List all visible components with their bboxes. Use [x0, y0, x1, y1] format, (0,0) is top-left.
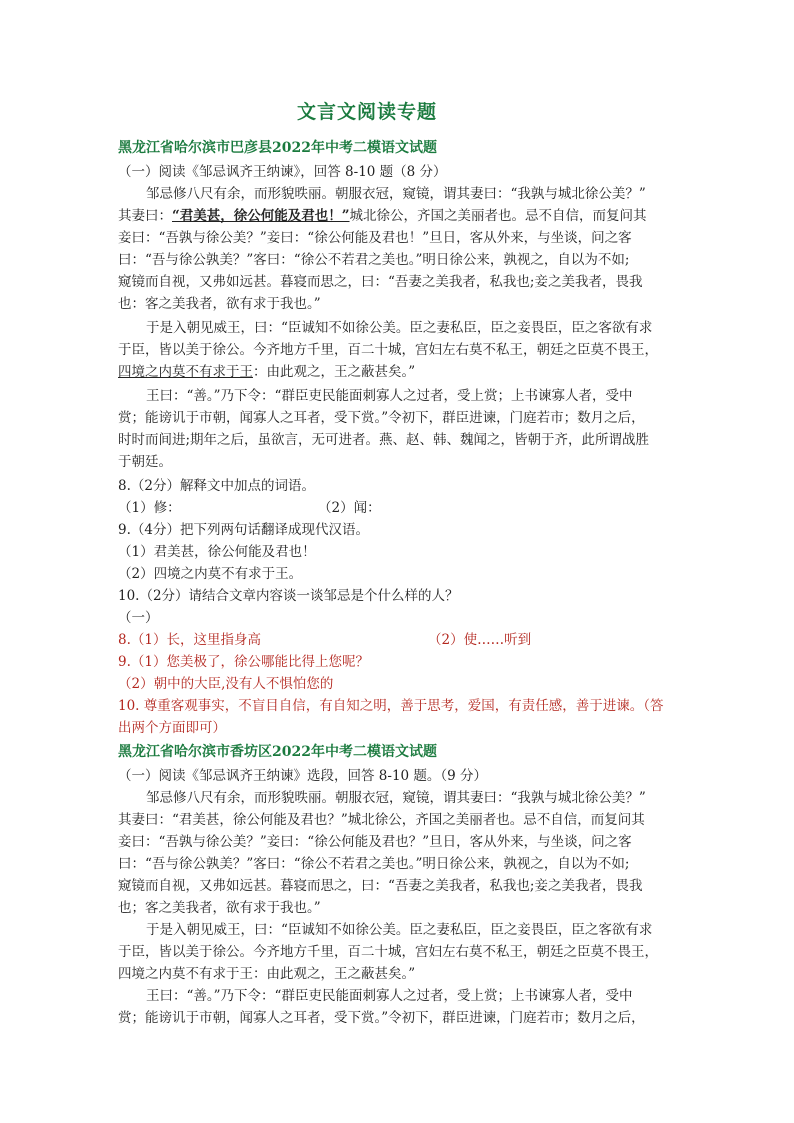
passage-line: 四境之内莫不有求于王：由此观之，王之蔽甚矣。” — [118, 966, 416, 982]
passage-line: 其妻曰：“君美甚，徐公何能及君也！”城北徐公，齐国之美丽者也。忌不自信，而复问其 — [118, 208, 647, 224]
passage-line: 于是入朝见威王，曰：“臣诚知不如徐公美。臣之妻私臣，臣之妾畏臣，臣之客欲有求 — [146, 922, 653, 938]
underlined-sentence: “君美甚，徐公何能及君也！” — [172, 208, 350, 224]
passage-line: 赏；能谤讥于市朝，闻寡人之耳者，受下赏。”令初下，群臣进谏，门庭若市；数月之后， — [118, 410, 645, 426]
answer-8: 8.（1）长，这里指身高 （2）使……听到 — [118, 632, 532, 648]
underlined-sentence: 四境之内莫不有求于王 — [118, 364, 253, 380]
section-heading-xiangfang: 黑龙江省哈尔滨市香坊区2022年中考二模语文试题 — [118, 744, 437, 760]
answer-10: 10. 尊重客观事实，不盲目自信，有自知之明，善于思考，爱国，有责任感，善于进谏。（答 — [118, 698, 664, 714]
answer-10: 出两个方面即可） — [118, 720, 226, 736]
passage-line: 于臣，皆以美于徐公。今齐地方千里，百二十城，宫妇左右莫不私王，朝廷之臣莫不畏王， — [118, 944, 658, 960]
passage-line: 四境之内莫不有求于王：由此观之，王之蔽甚矣。” — [118, 364, 416, 380]
answer-9-item: （2）朝中的大臣,没有人不惧怕您的 — [118, 676, 334, 692]
question-8-items: （1）修： （2）闻： — [118, 500, 381, 516]
question-9-item: （1）君美甚，徐公何能及君也！ — [118, 544, 316, 560]
question-9: 9.（4分）把下列两句话翻译成现代汉语。 — [118, 522, 369, 538]
passage-line: 赏；能谤讥于市朝，闻寡人之耳者，受下赏。”令初下，群臣进谏，门庭若市；数月之后， — [118, 1010, 645, 1026]
passage-line: 于是入朝见威王，曰：“臣诚知不如徐公美。臣之妻私臣，臣之妾畏臣，臣之客欲有求 — [146, 320, 653, 336]
passage-line: 曰：“吾与徐公孰美？”客曰：“徐公不若君之美也。”明日徐公来，孰视之，自以为不如; — [118, 856, 630, 872]
question-10: 10.（2分）请结合文章内容谈一谈邹忌是个什么样的人？ — [118, 588, 459, 604]
passage-line: 邹忌修八尺有余，而形貌昳丽。朝服衣冠，窥镜，谓其妻曰：“我孰与城北徐公美？” — [146, 790, 646, 806]
answer-9-item: 9.（1）您美极了，徐公哪能比得上您呢？ — [118, 654, 369, 670]
reading-intro: （一）阅读《邹忌讽齐王纳谏》选段，回答 8-10 题。（9 分） — [118, 768, 488, 784]
passage-line: 于朝廷。 — [118, 454, 172, 470]
question-8: 8.（2分）解释文中加点的词语。 — [118, 478, 315, 494]
reading-intro: （一）阅读《邹忌讽齐王纳谏》，回答 8-10 题（8 分） — [118, 164, 447, 180]
passage-line: 也；客之美我者，欲有求于我也。” — [118, 900, 321, 916]
passage-line: 窥镜而自视，又弗如远甚。暮寝而思之，曰：“吾妻之美我者，私我也;妾之美我者，畏我 — [118, 274, 643, 290]
passage-line: 时时而间进;期年之后，虽欲言，无可进者。燕、赵、韩、魏闻之，皆朝于齐，此所谓战胜 — [118, 432, 650, 448]
passage-line: 妾曰：“吾孰与徐公美？”妾曰：“徐公何能及君也！”旦日，客从外来，与坐谈，问之客 — [118, 230, 632, 246]
answer-heading: （一） — [118, 610, 159, 626]
passage-line: 邹忌修八尺有余，而形貌昳丽。朝服衣冠，窥镜，谓其妻曰：“我孰与城北徐公美？” — [146, 186, 646, 202]
passage-line: 也：客之美我者，欲有求于我也。” — [118, 296, 321, 312]
passage-line: 于臣，皆以美于徐公。今齐地方千里，百二十城，宫妇左右莫不私王，朝廷之臣莫不畏王， — [118, 342, 658, 358]
passage-line: 王曰：“善。”乃下令：“群臣吏民能面刺寡人之过者，受上赏；上书谏寡人者，受中 — [146, 388, 633, 404]
passage-line: 曰：“吾与徐公孰美？”客曰：“徐公不若君之美也。”明日徐公来，孰视之，自以为不如; — [118, 252, 630, 268]
question-9-item: （2）四境之内莫不有求于王。 — [118, 566, 303, 582]
document-title: 文言文阅读专题 — [296, 101, 437, 123]
passage-line: 窥镜而自视，又弗如远甚。暮寝而思之，曰：“吾妻之美我者，私我也;妾之美我者，畏我 — [118, 878, 643, 894]
passage-line: 其妻曰：“君美甚，徐公何能及君也？”城北徐公，齐国之美丽者也。忌不自信，而复问其 — [118, 812, 645, 828]
passage-line: 妾曰：“吾孰与徐公美？”妾曰：“徐公何能及君也？”旦日，客从外来，与坐谈，问之客 — [118, 834, 632, 850]
section-heading-bayan: 黑龙江省哈尔滨市巴彦县2022年中考二模语文试题 — [118, 140, 437, 156]
passage-line: 王曰：“善。”乃下令：“群臣吏民能面刺寡人之过者，受上赏；上书谏寡人者，受中 — [146, 988, 633, 1004]
